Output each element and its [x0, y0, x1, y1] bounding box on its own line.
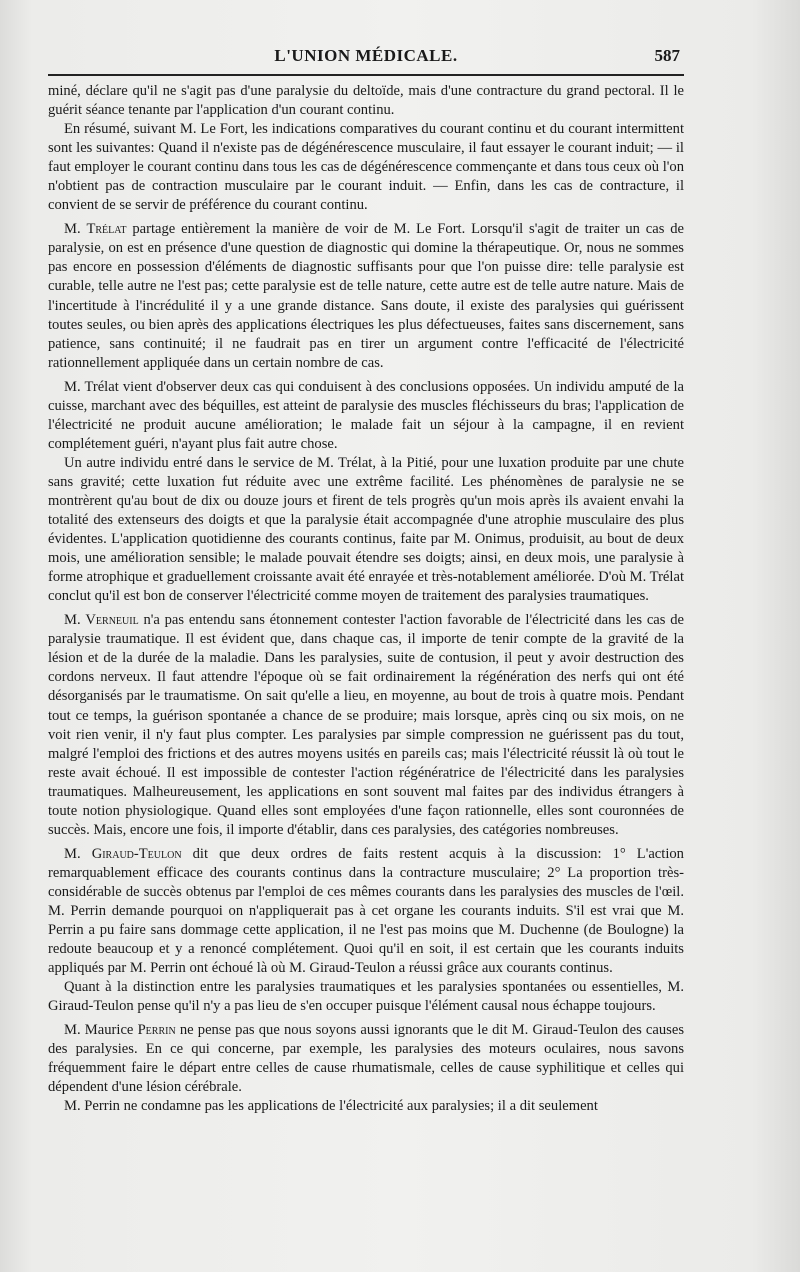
paragraph-giraud-teulon — [48, 845, 684, 978]
speaker-name: Verneuil — [85, 612, 139, 629]
paragraph-text: partage entièrement la manière de voir de M. Le Fort. Lorsqu'il s'agit de traiter un cas de paralysie, on est en présence d'une question de diagnostic qui domine la thérapeutique. Or, nous ne sommes pas encore en possession d'éléments de diagnostic suffisants pour que l'on puisse dire: telle paralysie est curable, telle autre ne l'est pas; cette paralysie est de telle nature, cette autre est de telle autre nature. Mais de l'incertitude à l'incrédulité il y a une grande distance. Sans doute, il existe des paralysies qui guérissent toutes seules, ou bien après des applications électriques les plus défectueuses, faites sans discernement, sans patience, sans continuité; il ne faudrait pas en tirer un argument contre l'efficacité de l'électricité rationnellement appliquée dans un certain nombre de cas. — [48, 221, 684, 371]
paragraph-summary: En résumé, suivant M. Le Fort, les indications comparatives du courant continu et du courant intermittent sont les suivantes: Quand il n'existe pas de dégénérescence musculaire, il faut essayer le courant induit; — il faut employer le courant continu dans tous les cas de dégénérescence commençante et dans tous ceux où l'on n'obtient pas de contraction musculaire par le courant induit. — Enfin, dans les cas de contracture, il convient de se servir de préférence du courant continu. — [48, 121, 684, 214]
paragraph-trelat — [48, 220, 684, 372]
speaker-prefix: M. — [64, 221, 87, 238]
page-header — [48, 44, 684, 76]
paragraph-perrin-conclusion: M. Perrin ne condamne pas les applications de l'électricité aux paralysies; il a dit seulement — [64, 1098, 598, 1115]
paragraph-text: ne pense pas que nous soyons aussi ignorants que le dit M. Giraud-Teulon des causes des paralysies. En ce qui concerne, par exemple, les paralysies des moteurs oculaires, nous savons fréquemment faire le départ entre celles de cause rhumatismale, celles de cause syphilitique et celles qui dépendent d'une lésion cérébrale. — [48, 1022, 685, 1096]
speaker-name: Perrin — [137, 1022, 176, 1039]
speaker-name: Giraud-Teulon — [91, 845, 182, 862]
speaker-prefix: M. Maurice — [64, 1022, 138, 1039]
paragraph-text: dit que deux ordres de faits restent acquis à la discussion: 1° L'action remarquablement efficace des courants continus dans la contracture musculaire; 2° La proportion très-considérable de succès obtenus par l'emploi de ces mêmes courants dans les paralysies des muscles de l'œil. M. Perrin demande pourquoi on n'appliquerait pas à cet organe les courants induits. S'il est vrai que M. Perrin a pu faire sans dommage cette application, il ne l'est pas moins que M. Duchenne (de Boulogne) la redoute beaucoup et y a renoncé complétement. Quoi qu'il en soit, il est certain que les courants induits appliqués par M. Perrin ont échoué là où M. Giraud-Teulon a réussi grâce aux courants continus. — [48, 845, 684, 977]
paragraph-continuation: miné, déclare qu'il ne s'agit pas d'une paralysie du deltoïde, mais d'une contracture du grand pectoral. Il le guérit séance tenante par l'application d'un courant continu. — [48, 83, 684, 119]
page-number: 587 — [654, 46, 680, 65]
speaker-prefix: M. — [64, 612, 86, 629]
paragraph-distinction: Quant à la distinction entre les paralysies traumatiques et les paralysies spontanées ou essentielles, M. Giraud-Teulon pense qu'il n'y a pas lieu de s'en occuper puisque l'élément causal nous échappe toujours. — [48, 979, 684, 1015]
paragraph-trelat-second-case: Un autre individu entré dans le service de M. Trélat, à la Pitié, pour une luxation produite par une chute sans gravité; cette luxation fut réduite avec une extrême facilité. Les phénomènes de paralysie ne se montrèrent qu'au bout de dix ou douze jours et firent de tels progrès qu'un mois après ils avaient envahi la totalité des extenseurs des doigts et que la paralysie était accompagnée d'une atrophie musculaire des plus évidentes. L'application quotidienne des courants continus, faite par M. Onimus, produisit, au bout de deux mois, une amélioration sensible; le malade pouvait étendre ses doigts; ainsi, en deux mois, une paralysie à forme atrophique et graduellement croissante avait été enrayée et très-notablement améliorée. D'où M. Trélat conclut qu'il est bon de conserver l'électricité comme moyen de traitement des paralysies traumatiques. — [48, 454, 684, 605]
paragraph-trelat-cases: M. Trélat vient d'observer deux cas qui conduisent à des conclusions opposées. Un individu amputé de la cuisse, marchant avec des béquilles, est atteint de paralysie des muscles fléchisseurs du bras; l'application de l'électricité ne produit aucune amélioration; le malade fait un séjour à la campagne, il en revient complétement guéri, n'ayant plus fait autre chose. — [48, 378, 684, 452]
paragraph-perrin — [48, 1021, 684, 1097]
article-body — [48, 82, 684, 1116]
speaker-name: Trélat — [86, 221, 127, 238]
running-title: L'UNION MÉDICALE. — [274, 46, 458, 65]
paragraph-text: n'a pas entendu sans étonnement contester l'action favorable de l'électricité dans les cas de paralysie traumatique. Il est évident que, dans chaque cas, il importe de tenir compte de la gravité de la lésion et de la durée de la maladie. Dans les paralysies, suite de contusion, il peut y avoir destruction des cordons nerveux. Il faut attendre l'époque où se fait ordinairement la régénération des nerfs qui ont été désorganisés par le traumatisme. On sait qu'elle a lieu, en moyenne, au bout de trois à quatre mois. Pendant tout ce temps, la guérison spontanée a chance de se produire; mais lorsque, après cinq ou six mois, on ne voit rien venir, il n'y faut plus compter. Les paralysies par simple compression ne guérissent pas du tout, malgré l'emploi des frictions et des autres moyens usités en pareils cas; mais l'électricité réussit là où tout le reste avait échoué. Il est impossible de contester l'action régénératrice de l'électricité dans les paralysies traumatiques. Malheureusement, les applications en sont souvent mal faites par des individus étrangers à toute notion physiologique. Quand elles sont employées d'une façon rationnelle, elles sont couronnées de succès. Mais, encore une fois, il importe d'établir, dans ces paralysies, des catégories nombreuses. — [48, 612, 684, 838]
paragraph-verneuil — [48, 611, 684, 840]
speaker-prefix: M. — [64, 845, 92, 862]
